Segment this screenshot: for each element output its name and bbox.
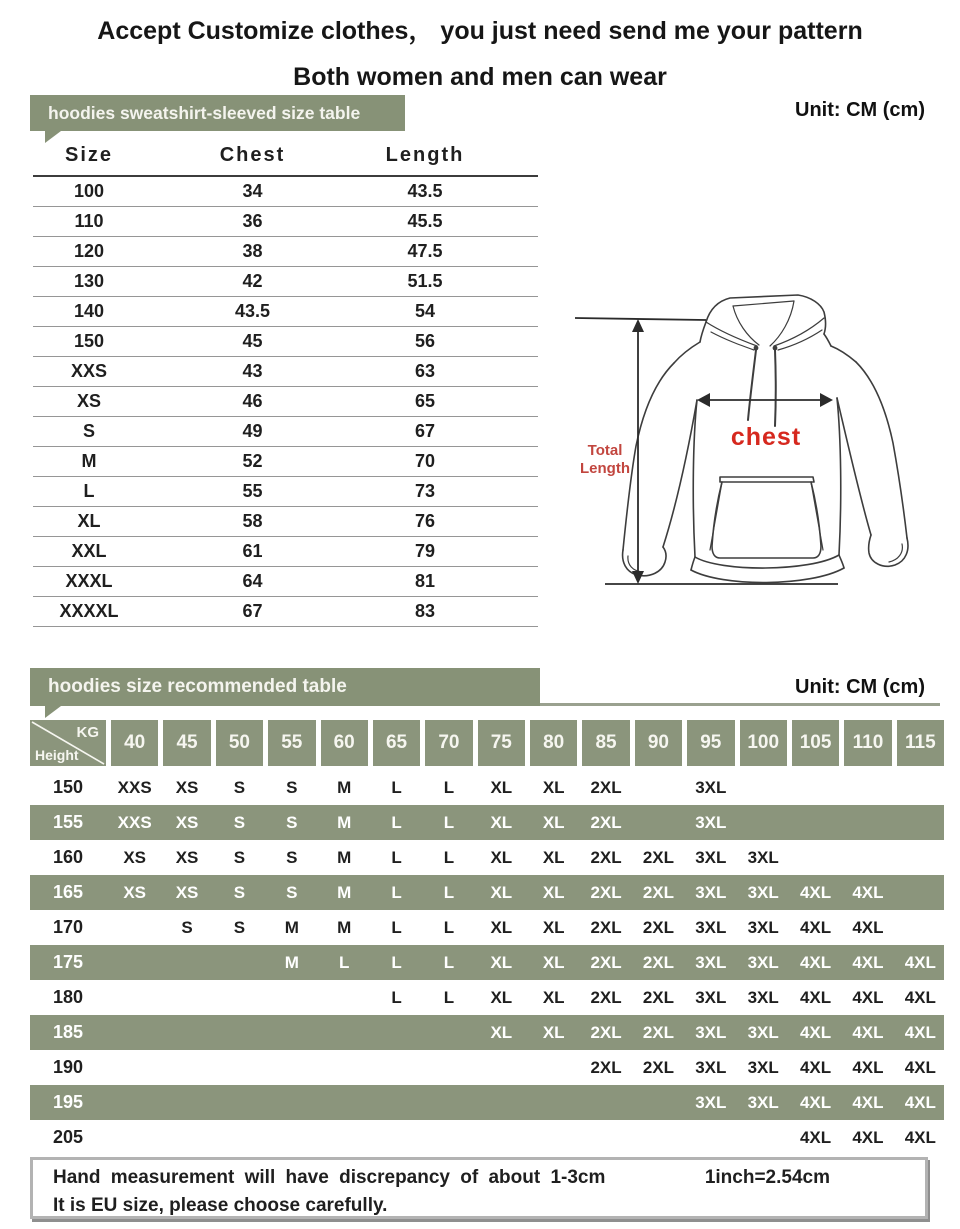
size-table-row	[33, 356, 538, 386]
recommend-cell: S	[233, 847, 246, 867]
size-table-cell: M	[33, 446, 145, 476]
recommend-cell: 3XL	[747, 847, 779, 867]
height-label: 205	[52, 1127, 84, 1147]
size-table-cell: 83	[360, 596, 538, 626]
recommend-row	[30, 1015, 944, 1050]
recommend-cell: XS	[123, 847, 147, 867]
recommend-cell: 4XL	[799, 987, 832, 1007]
height-label: 185	[52, 1022, 84, 1042]
title-line1: Accept Customize clothes， you just need send me your pattern	[97, 17, 863, 45]
recommend-cell: 2XL	[642, 1022, 675, 1042]
size-table-cell: 150	[33, 326, 145, 356]
chest-label: chest	[730, 423, 802, 451]
recommend-cell: 4XL	[852, 1127, 884, 1147]
recommend-cell: 4XL	[799, 1092, 832, 1112]
size-table-cell: 54	[360, 296, 538, 326]
hoodie-diagram	[560, 280, 960, 610]
recommend-cell: 2XL	[590, 1057, 622, 1077]
size-table-cell: 55	[145, 476, 360, 506]
height-label: 190	[52, 1057, 84, 1077]
size-table-cell: 140	[33, 296, 145, 326]
recommend-cell: M	[337, 812, 352, 832]
recommend-row	[30, 910, 944, 945]
size-table	[33, 141, 538, 627]
recommend-cell: 4XL	[852, 1092, 884, 1112]
recommend-cell: 2XL	[590, 952, 622, 972]
recommend-cell: XXS	[117, 777, 152, 797]
size-table-cell: XL	[33, 506, 145, 536]
size-table-cell: 67	[360, 416, 538, 446]
kg-column-header: 90	[635, 720, 682, 766]
height-label: 165	[52, 882, 84, 902]
size-table-cell: 70	[360, 446, 538, 476]
recommend-cell: 4XL	[852, 1022, 884, 1042]
size-table-row	[33, 596, 538, 626]
kg-column-header: 85	[582, 720, 629, 766]
size-table-cell: 52	[145, 446, 360, 476]
measurement-note: Hand measurement will have discrepancy of about 1-3cm	[53, 1167, 606, 1188]
size-table-cell: 46	[145, 386, 360, 416]
size-table-row	[33, 266, 538, 296]
recommend-cell: XS	[175, 777, 199, 797]
recommend-row	[30, 770, 944, 805]
recommend-cell: M	[337, 917, 352, 937]
recommend-cell: 4XL	[904, 1092, 936, 1112]
size-table-row	[33, 416, 538, 446]
size-table-cell: 58	[145, 506, 360, 536]
recommend-cell: L	[391, 812, 402, 832]
size-table-cell: 47.5	[360, 236, 538, 266]
size-table-row	[33, 296, 538, 326]
recommend-row	[30, 980, 944, 1015]
kg-height-corner-cell	[30, 720, 106, 766]
recommend-cell: XL	[542, 812, 565, 832]
title-line2: Both women and men can wear	[293, 63, 667, 91]
kg-column-header: 65	[373, 720, 420, 766]
recommend-table-banner-label: hoodies size recommended table	[48, 676, 347, 697]
recommend-cell: 3XL	[747, 952, 779, 972]
size-table-cell: 64	[145, 566, 360, 596]
size-table-banner-label: hoodies sweatshirt-sleeved size table	[48, 102, 361, 123]
recommend-cell: 3XL	[695, 917, 727, 937]
recommend-cell: 2XL	[590, 847, 622, 867]
recommend-row	[30, 945, 944, 980]
kg-column-header: 40	[111, 720, 158, 766]
size-table-row	[33, 506, 538, 536]
page-title	[0, 8, 960, 100]
recommend-cell: 3XL	[747, 987, 779, 1007]
size-table-cell: 38	[145, 236, 360, 266]
recommend-cell: 3XL	[695, 1057, 727, 1077]
recommend-cell: 4XL	[904, 1057, 936, 1077]
size-table-cell: 81	[360, 566, 538, 596]
recommend-cell: L	[443, 847, 455, 867]
recommend-cell: 3XL	[695, 952, 727, 972]
kg-column-header: 110	[844, 720, 891, 766]
size-table-cell: 120	[33, 236, 145, 266]
size-table-cell: XS	[33, 386, 145, 416]
recommend-cell: XL	[542, 882, 565, 902]
recommend-cell: S	[233, 777, 246, 797]
recommend-cell: 3XL	[747, 1057, 779, 1077]
recommend-cell: XL	[542, 987, 565, 1007]
size-table-cell: 43.5	[145, 296, 360, 326]
recommend-cell: 3XL	[695, 987, 727, 1007]
kg-column-header: 100	[740, 720, 787, 766]
recommend-cell: 2XL	[590, 987, 622, 1007]
recommend-cell: 2XL	[642, 882, 675, 902]
size-table-column-header: Length	[360, 141, 538, 176]
recommend-cell: XL	[490, 952, 513, 972]
unit-label-recommend-table: Unit: CM (cm)	[795, 676, 925, 698]
recommend-cell: XL	[490, 987, 513, 1007]
height-label: 150	[52, 777, 84, 797]
recommend-cell: M	[284, 917, 299, 937]
size-table-cell: 45	[145, 326, 360, 356]
recommend-cell: 3XL	[695, 1092, 727, 1112]
recommend-cell: XL	[542, 952, 565, 972]
recommend-row	[30, 1085, 944, 1120]
recommend-cell: 4XL	[799, 1057, 832, 1077]
unit-label-size-table: Unit: CM (cm)	[795, 99, 925, 121]
recommend-cell: 4XL	[799, 1022, 832, 1042]
kg-column-header: 95	[687, 720, 734, 766]
recommend-cell: S	[286, 812, 298, 832]
recommend-cell: L	[443, 987, 455, 1007]
size-table-cell: 61	[145, 536, 360, 566]
height-label: 175	[52, 952, 84, 972]
recommend-cell: 3XL	[747, 882, 779, 902]
recommend-cell: 3XL	[695, 812, 727, 832]
recommend-cell: 2XL	[590, 777, 622, 797]
kg-column-header: 45	[163, 720, 210, 766]
recommend-cell: 4XL	[852, 882, 884, 902]
size-table-row	[33, 476, 538, 506]
kg-column-header: 70	[425, 720, 472, 766]
recommend-cell: 4XL	[799, 1127, 832, 1147]
size-table-cell: L	[33, 476, 145, 506]
recommend-cell: XL	[490, 847, 513, 867]
recommend-cell: L	[391, 777, 402, 797]
total-length-label-line2: Length	[580, 460, 630, 477]
recommend-row	[30, 1050, 944, 1085]
kg-corner-label: KG	[76, 724, 99, 741]
kg-column-header: 60	[321, 720, 368, 766]
recommend-cell: L	[443, 882, 455, 902]
size-table-cell: S	[33, 416, 145, 446]
size-table-cell: 67	[145, 596, 360, 626]
size-table-cell: XXL	[33, 536, 145, 566]
recommend-cell: XL	[490, 882, 513, 902]
recommend-cell: S	[233, 882, 246, 902]
recommend-cell: M	[337, 882, 352, 902]
size-table-row	[33, 566, 538, 596]
recommend-cell: XL	[542, 1022, 565, 1042]
recommend-cell: L	[443, 952, 455, 972]
size-table-column-header: Size	[33, 141, 145, 176]
size-table-cell: 45.5	[360, 206, 538, 236]
recommend-row	[30, 875, 944, 910]
kg-column-header: 55	[268, 720, 315, 766]
recommend-cell: XS	[175, 847, 199, 867]
size-table-cell: 79	[360, 536, 538, 566]
size-table-cell: 42	[145, 266, 360, 296]
recommend-cell: 2XL	[642, 987, 675, 1007]
size-table-row	[33, 326, 538, 356]
recommend-cell: L	[391, 917, 402, 937]
recommend-cell: L	[443, 917, 455, 937]
footer-line2: It is EU size, please choose carefully.	[53, 1195, 388, 1216]
recommend-cell: 4XL	[799, 952, 832, 972]
recommend-cell: S	[233, 812, 246, 832]
recommend-cell: 4XL	[904, 987, 936, 1007]
recommend-cell: L	[391, 987, 402, 1007]
recommend-cell: S	[286, 882, 298, 902]
size-table-cell: 63	[360, 356, 538, 386]
recommend-cell: 4XL	[904, 1127, 936, 1147]
size-table-banner	[30, 95, 405, 131]
recommend-cell: 2XL	[642, 917, 675, 937]
size-table-row	[33, 236, 538, 266]
size-table-header-row	[33, 141, 538, 176]
size-table-cell: 56	[360, 326, 538, 356]
size-table-cell: 49	[145, 416, 360, 446]
recommend-cell: S	[233, 917, 246, 937]
recommend-cell: XXS	[117, 812, 152, 832]
recommend-cell: M	[337, 847, 352, 867]
recommend-cell: S	[286, 847, 298, 867]
recommend-table-body	[30, 770, 944, 1155]
recommend-cell: 2XL	[590, 812, 622, 832]
size-table-cell: 51.5	[360, 266, 538, 296]
recommend-cell: L	[391, 882, 402, 902]
chest-arrow	[697, 393, 833, 407]
size-table-row	[33, 386, 538, 416]
recommend-table-banner	[30, 668, 540, 706]
size-table-cell: 130	[33, 266, 145, 296]
recommend-cell: L	[391, 847, 402, 867]
height-label: 195	[52, 1092, 84, 1112]
recommend-cell: 2XL	[642, 952, 675, 972]
size-table-cell: XXXL	[33, 566, 145, 596]
kg-column-header: 75	[478, 720, 525, 766]
recommend-row	[30, 805, 944, 840]
recommend-cell: XL	[542, 847, 565, 867]
height-label: 170	[52, 917, 84, 937]
recommend-cell: 2XL	[590, 1022, 622, 1042]
recommend-cell: 4XL	[852, 1057, 884, 1077]
recommend-cell: L	[391, 952, 402, 972]
footer-line1	[53, 1167, 925, 1189]
size-table-cell: 36	[145, 206, 360, 236]
kg-column-header: 50	[216, 720, 263, 766]
recommend-cell: S	[286, 777, 298, 797]
recommend-cell: 3XL	[695, 777, 727, 797]
size-table-row	[33, 536, 538, 566]
recommend-cell: S	[181, 917, 193, 937]
height-label: 160	[52, 847, 84, 867]
kg-column-header: 80	[530, 720, 577, 766]
recommend-table-header	[30, 720, 944, 766]
recommend-cell: 3XL	[695, 882, 727, 902]
recommend-cell: L	[443, 777, 455, 797]
recommend-cell: 4XL	[904, 1022, 936, 1042]
recommend-cell: 2XL	[642, 1057, 675, 1077]
recommend-cell: XL	[542, 917, 565, 937]
size-table-cell: 110	[33, 206, 145, 236]
size-table-cell: 100	[33, 176, 145, 206]
recommend-row	[30, 840, 944, 875]
inch-conversion-note: 1inch=2.54cm	[704, 1167, 830, 1188]
recommend-table	[30, 720, 944, 1155]
size-table-cell: 43.5	[360, 176, 538, 206]
height-label: 155	[52, 812, 84, 832]
recommend-cell: 2XL	[590, 917, 622, 937]
size-table-cell: 73	[360, 476, 538, 506]
recommend-cell: 4XL	[852, 917, 884, 937]
recommend-cell: 3XL	[747, 917, 779, 937]
recommend-cell: XS	[175, 882, 199, 902]
recommend-cell: 2XL	[590, 882, 622, 902]
size-table-row	[33, 206, 538, 236]
recommend-row	[30, 1120, 944, 1155]
recommend-cell: XL	[490, 777, 513, 797]
size-table-cell: 43	[145, 356, 360, 386]
total-length-label-line1: Total	[587, 442, 623, 459]
recommend-cell: XL	[542, 777, 565, 797]
recommend-cell: 2XL	[642, 847, 675, 867]
recommend-cell: XL	[490, 917, 513, 937]
recommend-cell: 3XL	[747, 1022, 779, 1042]
recommend-cell: XS	[123, 882, 147, 902]
recommend-cell: XL	[490, 1022, 513, 1042]
size-table-cell: 34	[145, 176, 360, 206]
recommend-cell: M	[337, 777, 352, 797]
recommend-cell: 3XL	[747, 1092, 779, 1112]
size-table-column-header: Chest	[145, 141, 360, 176]
footer-note-box	[30, 1157, 928, 1219]
recommend-cell: L	[443, 812, 455, 832]
size-table-cell: XXS	[33, 356, 145, 386]
recommend-cell: M	[284, 952, 299, 972]
recommend-cell: L	[338, 952, 350, 972]
kg-column-header: 105	[792, 720, 839, 766]
recommend-cell: 4XL	[852, 987, 884, 1007]
height-corner-label: Height	[35, 747, 79, 763]
recommend-cell: 4XL	[799, 882, 832, 902]
kg-column-header: 115	[897, 720, 944, 766]
recommend-cell: XS	[175, 812, 199, 832]
recommend-cell: 4XL	[852, 952, 884, 972]
size-table-row	[33, 446, 538, 476]
size-table-row	[33, 176, 538, 206]
recommend-cell: XL	[490, 812, 513, 832]
recommend-cell: 3XL	[695, 847, 727, 867]
size-table-cell: 76	[360, 506, 538, 536]
recommend-cell: 3XL	[695, 1022, 727, 1042]
size-table-cell: XXXXL	[33, 596, 145, 626]
recommend-cell: 4XL	[904, 952, 936, 972]
size-table-cell: 65	[360, 386, 538, 416]
height-label: 180	[52, 987, 84, 1007]
recommend-cell: 4XL	[799, 917, 832, 937]
